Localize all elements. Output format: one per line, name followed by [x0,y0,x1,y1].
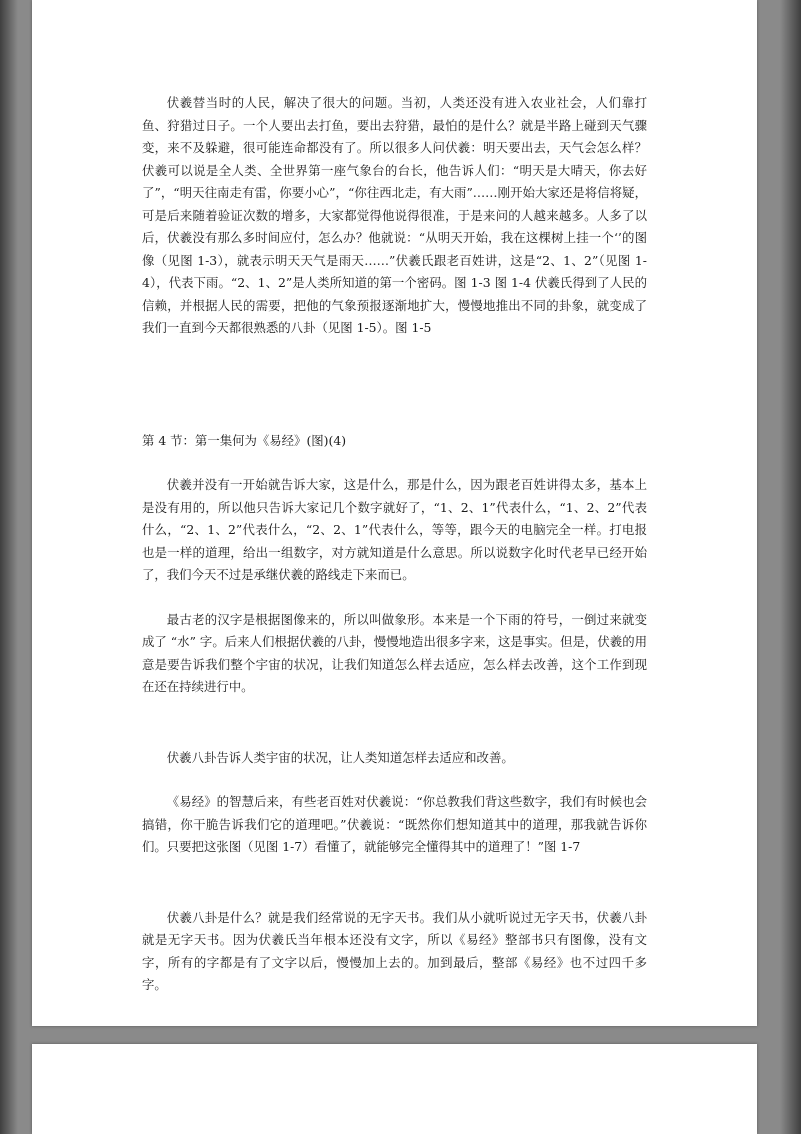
document-page [32,0,757,1026]
section-heading: 第 4 节：第一集何为《易经》(图)(4) [142,432,347,448]
paragraph-wisdom: 《易经》的智慧后来，有些老百姓对伏羲说：“你总教我们背这些数字，我们有时候也会搞错，你干脆告诉我们它的道理吧。”伏羲说：“既然你们想知道其中的道理，那我就告诉你们。只要把这张图（见图 1-7）看懂了，就能够完全懂得其中的道理了！”图 1-7 [142,794,647,854]
paragraph-numbers: 伏羲并没有一开始就告诉大家，这是什么，那是什么，因为跟老百姓讲得太多，基本上是没有用的，所以他只告诉大家记几个数字就好了，“1、2、1”代表什么，“1、2、2”代表什么，“2、1、2”代表什么，“2、2、1”代表什么，等等，跟今天的电脑完全一样。打电报也是一样的道理，给出一组数字，对方就知道是什么意思。所以说数字化时代老早已经开始了，我们今天不过是承继伏羲的路线走下来而已。 [142,477,647,582]
next-document-page [32,1044,757,1134]
paragraph-fuxi-weather: 伏羲替当时的人民，解决了很大的问题。当初，人类还没有进入农业社会，人们靠打鱼、狩猎过日子。一个人要出去打鱼，要出去狩猎，最怕的是什么？就是半路上碰到天气骤变，来不及躲避，很可能连命都没有了。所以很多人问伏羲：明天要出去，天气会怎么样？伏羲可以说是全人类、全世界第一座气象台的台长，他告诉人们：“明天是大晴天，你去好了”，“明天往南走有雷，你要小心”，“你往西北走，有大雨”……刚开始大家还是将信将疑，可是后来随着验证次数的增多，大家都觉得他说得很准，于是来问的人越来越多。人多了以后，伏羲没有那么多时间应付，怎么办？他就说：“从明天开始，我在这棵树上挂一个‘’的图像（见图 1-3），就表示明天天气是雨天……”伏羲氏跟老百姓讲，这是“2、1、2”（见图 1-4），代表下雨。“2、1、2”是人类所知道的第一个密码。图 1-3 图 1-4 伏羲氏得到了人民的信赖，并根据人民的需要，把他的气象预报逐渐地扩大，慢慢地推出不同的卦象，就变成了我们一直到今天都很熟悉的八卦（见图 1-5）。图 1-5 [142,95,647,335]
paragraph-wordless-book: 伏羲八卦是什么？就是我们经常说的无字天书。我们从小就听说过无字天书，伏羲八卦就是无字天书。因为伏羲氏当年根本还没有文字，所以《易经》整部书只有图像，没有文字，所有的字都是有了文字以后，慢慢加上去的。加到最后，整部《易经》也不过四千多字。 [142,909,647,992]
paragraph-summary: 伏羲八卦告诉人类宇宙的状况，让人类知道怎样去适应和改善。 [166,749,514,765]
paragraph-characters: 最古老的汉字是根据图像来的，所以叫做象形。本来是一个下雨的符号，一倒过来就变成了 “水” 字。后来人们根据伏羲的八卦，慢慢地造出很多字来，这是事实。但是，伏羲的用意是要告诉我们整个宇宙的状况，让我们知道怎么样去适应，怎么样去改善，这个工作到现在还在持续进行中。 [142,611,647,694]
page-content [142,92,647,997]
